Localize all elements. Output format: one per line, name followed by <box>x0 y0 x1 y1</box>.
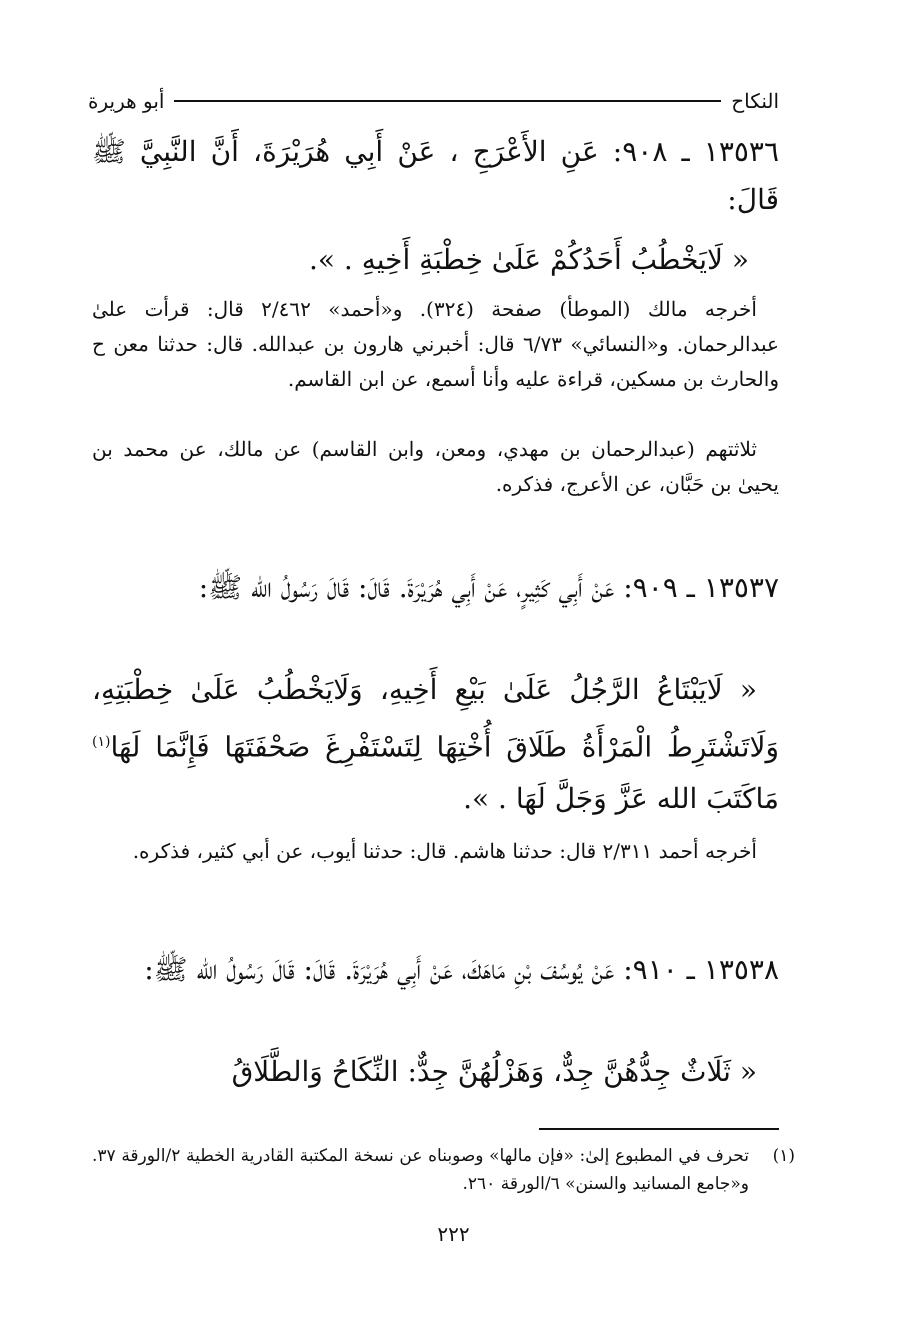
hadith-1-matn: « لَايَخْطُبُ أَحَدُكُمْ عَلَىٰ خِطْبَةِ أَخِيهِ . ». <box>308 243 749 276</box>
header-book-section: النكاح <box>731 89 779 113</box>
header-rule <box>174 100 721 102</box>
footnote-number: (١) <box>772 1146 795 1166</box>
footnote-separator <box>539 1128 779 1130</box>
hadith-3-matn: « ثَلَاثٌ جِدُّهُنَّ جِدٌّ، وَهَزْلُهُنَّ جِدٌّ: النِّكَاحُ وَالطَّلَاقُ <box>231 1055 757 1088</box>
hadith-1-takhrij-chain: ثلاثتهم (عبدالرحمان بن مهدي، ومعن، وابن القاسم) عن مالك، عن محمد بن يحيىٰ بن حَبَّان، عن الأعرج، فذكره. <box>92 437 779 496</box>
hadith-1-takhrij: أخرجه مالك (الموطأ) صفحة (٣٢٤). و«أحمد» ٢/٤٦٢ قال: قرأت علىٰ عبدالرحمان. و«النسائي» ٦/٧٣ قال: أخبرني هارون بن عبدالله. قال: حدثنا معن ح والحارث بن مسكين، قراءة عليه وأنا أسمع، عن ابن القاسم. <box>92 297 779 391</box>
hadith-2-matn-text: « لَايَبْتَاعُ الرَّجُلُ عَلَىٰ بَيْعِ أَخِيهِ، وَلَايَخْطُبُ عَلَىٰ خِطْبَتِهِ، وَلَاتَشْتَرِطُ الْمَرْأَةُ طَلَاقَ أُخْتِهَا لِتَسْتَفْرِغَ صَحْفَتَهَا فَإِنَّمَا لَهَا <box>92 673 779 764</box>
hadith-2-heading: ١٣٥٣٧ ـ ٩٠٩: عَنْ أَبِي كَثِيرٍ، عَنْ أَبِي هُرَيْرَةَ. قَالَ: قَالَ رَسُولُ الله ﷺ: <box>198 571 779 604</box>
hadith-2-matn <box>92 664 779 825</box>
footnote-text: تحرف في المطبوع إلىٰ: «فإن مالها» وصوبناه عن نسخة المكتبة القادرية الخطية ٢/الورقة ٣٧. و«جامع المسانيد والسنن» ٦/الورقة ٢٦٠. <box>92 1146 749 1194</box>
header-narrator: أبو هريرة <box>88 89 165 113</box>
hadith-2-matn-rest: مَاكَتَبَ الله عَزَّ وَجَلَّ لَهَا . ». <box>463 782 779 816</box>
hadith-2-takhrij: أخرجه أحمد ٢/٣١١ قال: حدثنا هاشم. قال: حدثنا أيوب، عن أبي كثير، فذكره. <box>132 839 757 863</box>
footnote-reference: (١) <box>92 734 111 750</box>
hadith-3-heading: ١٣٥٣٨ ـ ٩١٠: عَنْ يُوسُفَ بْنِ مَاهَكَ، عَنْ أَبِي هُرَيْرَةَ. قَالَ: قَالَ رَسُولُ الله ﷺ: <box>144 953 779 986</box>
page-number: ٢٢٢ <box>437 1222 470 1246</box>
running-header <box>88 84 779 118</box>
hadith-1-heading: ١٣٥٣٦ ـ ٩٠٨: عَنِ الأَعْرَجِ ، عَنْ أَبِي هُرَيْرَةَ، أَنَّ النَّبِيَّ ﷺ قَالَ: <box>92 135 779 216</box>
footnote <box>92 1142 795 1198</box>
